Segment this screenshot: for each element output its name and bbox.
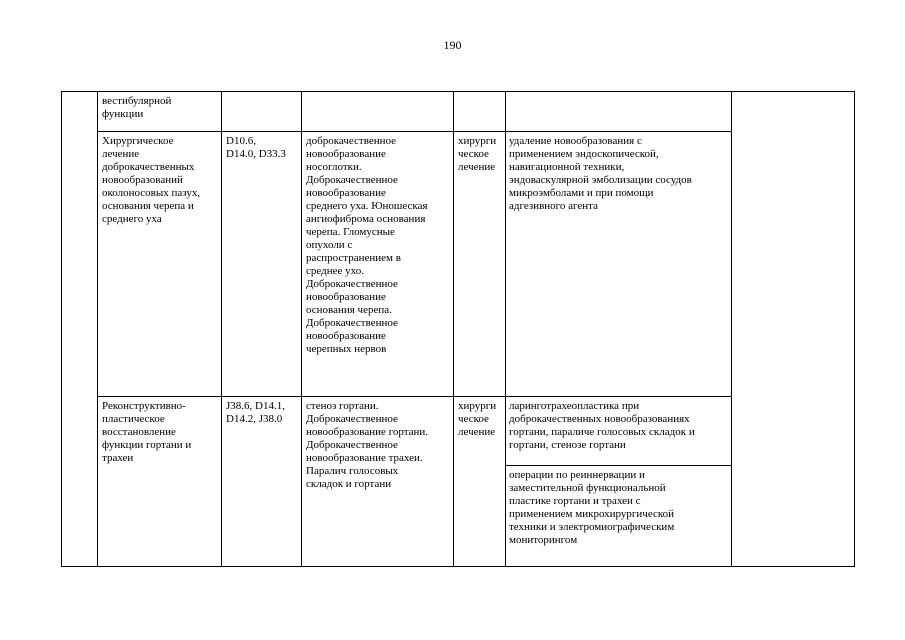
method-cell: операции по реиннервации и заместительной функциональной пластике гортани и трахеи с применением микрохирургической техники и электромиографическим мониторингом (506, 466, 732, 567)
diagnosis-cell: доброкачественное новообразование носоглотки. Доброкачественное новообразование среднего уха. Юношеская ангиофиброма основания черепа. Гломусные опухоли с распространением в среднее ухо. Доброкачественное новообразование основания черепа. Доброкачественное новообразование черепных нервов (302, 132, 454, 397)
treatment-type-cell: хирурги ческое лечение (454, 397, 506, 567)
icd-codes-cell: D10.6, D14.0, D33.3 (222, 132, 302, 397)
method-cell (506, 92, 732, 132)
table-row (62, 92, 855, 132)
diagnosis-cell: стеноз гортани. Доброкачественное новообразование гортани. Доброкачественное новообразование трахеи. Паралич голосовых складок и гортани (302, 397, 454, 567)
intervention-name-cell: Хирургическое лечение доброкачественных новообразований околоносовых пазух, основания черепа и среднего уха (98, 132, 222, 397)
page-number: 190 (443, 38, 462, 52)
icd-codes-cell: J38.6, D14.1, D14.2, J38.0 (222, 397, 302, 567)
treatment-type-cell (454, 92, 506, 132)
row-number-cell (62, 92, 98, 567)
intervention-name-cell: вестибулярной функции (98, 92, 222, 132)
icd-codes-cell (222, 92, 302, 132)
diagnosis-cell (302, 92, 454, 132)
medical-care-table (61, 91, 855, 567)
method-cell: ларинготрахеопластика при доброкачественных новообразованиях гортани, параличе голосовых складок и гортани, стенозе гортани (506, 397, 732, 466)
cost-cell (732, 92, 855, 567)
intervention-name-cell: Реконструктивно- пластическое восстановление функции гортани и трахеи (98, 397, 222, 567)
method-cell: удаление новообразования с применением эндоскопической, навигационной техники, эндоваскулярной эмболизации сосудов микроэмболами и при помощи адгезивного агента (506, 132, 732, 397)
treatment-type-cell: хирурги ческое лечение (454, 132, 506, 397)
